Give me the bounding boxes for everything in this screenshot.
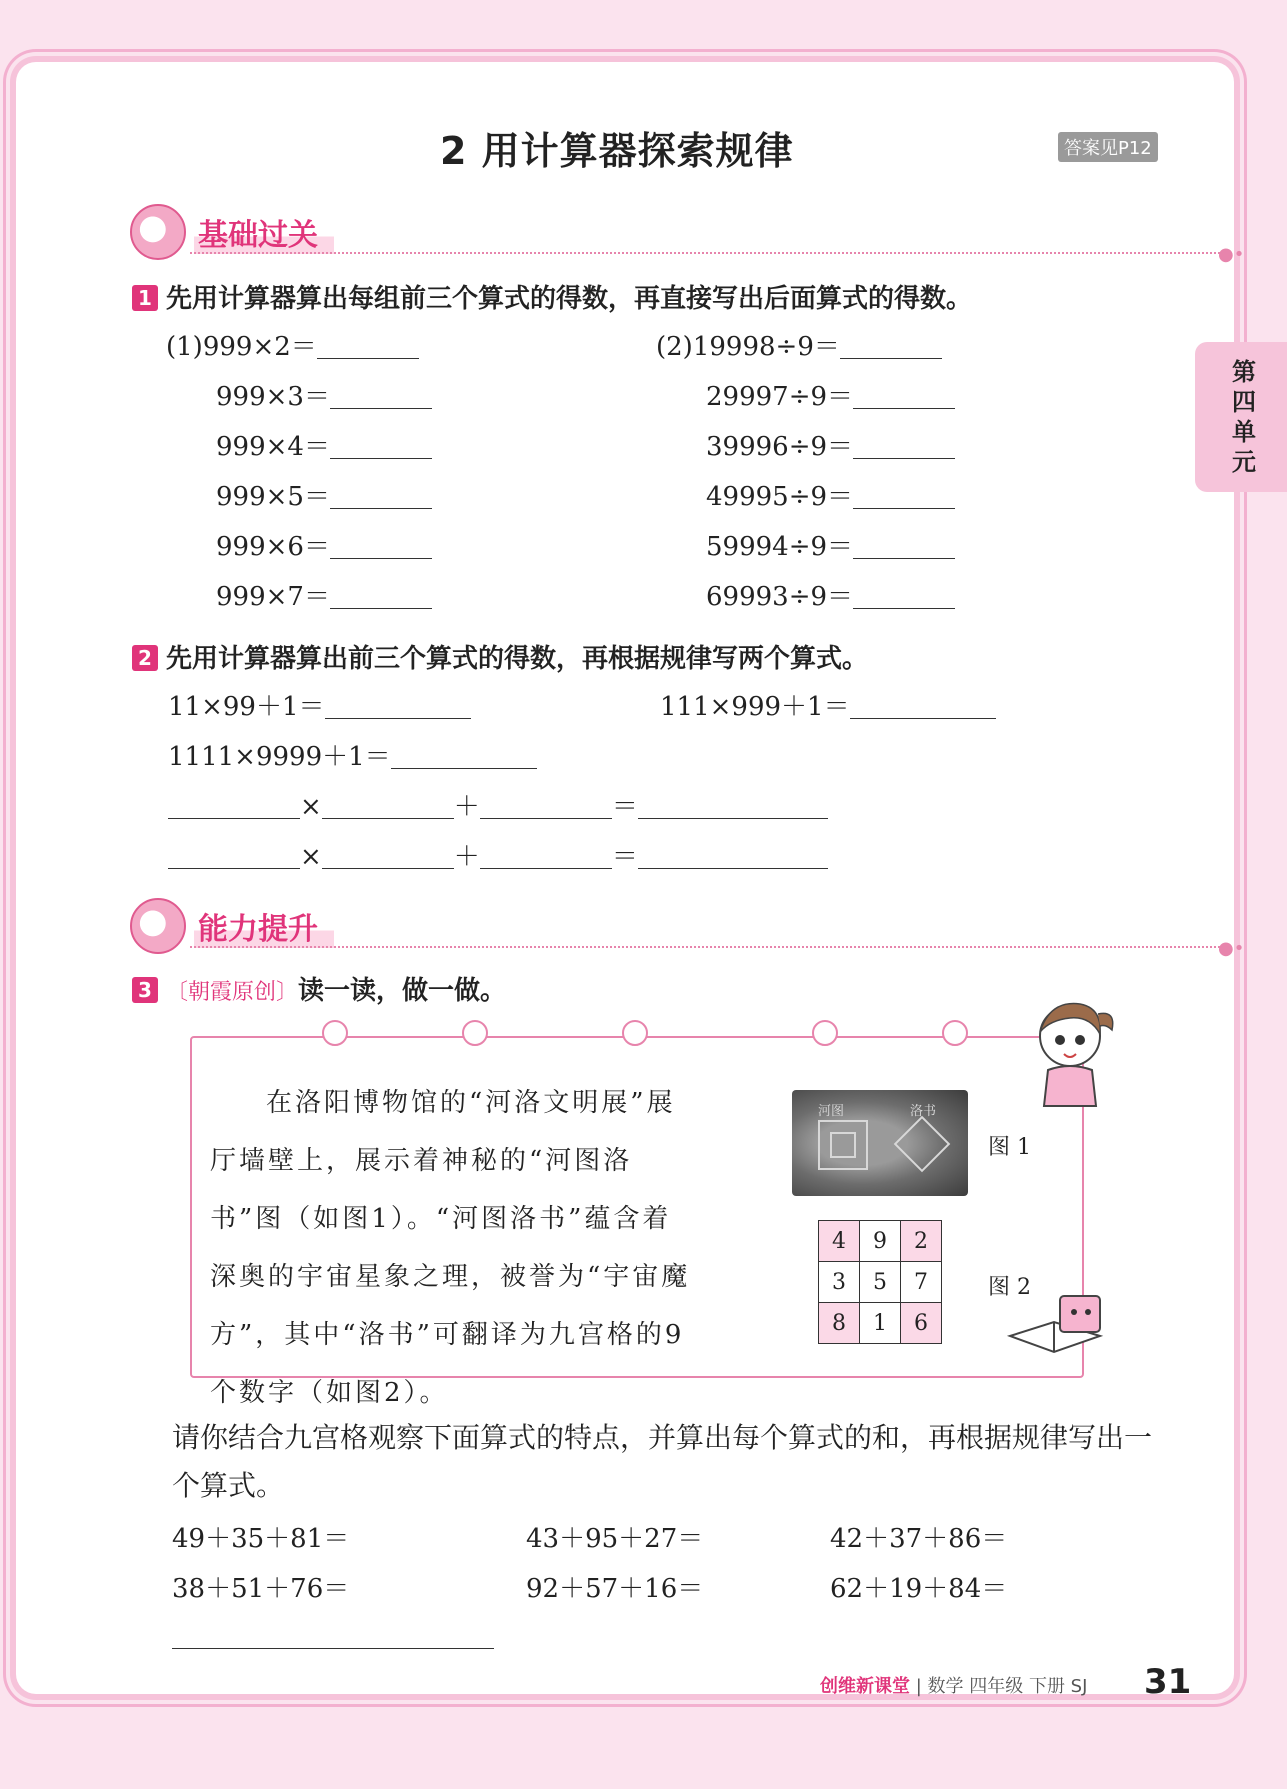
photo-caption: 洛书 (910, 1104, 937, 1119)
open-book-icon (1002, 1292, 1112, 1362)
equation: (2)19998÷9＝ (656, 332, 840, 362)
question-number: 1 (132, 285, 158, 311)
answer-blank[interactable] (330, 582, 432, 609)
original-tag: 〔朝霞原创〕 (166, 980, 299, 1005)
grid-cell: 8 (819, 1303, 860, 1344)
q1-row (656, 426, 955, 476)
answer-blank[interactable] (168, 792, 300, 819)
answer-blank[interactable] (840, 332, 942, 359)
answer-blank[interactable] (850, 692, 996, 719)
grid-cell: 7 (901, 1262, 942, 1303)
grid-cell: 5 (860, 1262, 901, 1303)
equation: 69993÷9＝ (706, 582, 854, 612)
question-2 (132, 638, 868, 675)
answer-blank[interactable] (853, 382, 955, 409)
answer-blank[interactable] (853, 482, 955, 509)
mascot-emblem-icon (130, 898, 186, 954)
operator: × (300, 792, 322, 822)
q1-row (656, 376, 955, 426)
dots-ornament-icon: ●• (1218, 938, 1245, 959)
grid-cell: 3 (819, 1262, 860, 1303)
equation: 11×99＋1＝ (168, 692, 325, 722)
grid-cell: 9 (860, 1221, 901, 1262)
operator: ＝ (611, 842, 638, 872)
q1-row (656, 576, 955, 626)
q3-instruction: 请你结合九宫格观察下面算式的特点，并算出每个算式的和，再根据规律写出一个算式。 (172, 1421, 1153, 1502)
magic-square-grid (818, 1220, 942, 1344)
answer-line[interactable] (172, 1648, 494, 1649)
footer-brand: 创维新课堂 (820, 1676, 910, 1697)
dots-ornament-icon: ●• (1218, 244, 1245, 265)
q1-row (166, 426, 432, 476)
q3-sum-4: 38＋51＋76＝ (172, 1574, 350, 1604)
page-number: 31 (1144, 1662, 1192, 1702)
question-3 (132, 970, 506, 1007)
question-number: 2 (132, 645, 158, 671)
photo-pattern (830, 1132, 856, 1158)
equation: 999×7＝ (216, 582, 330, 612)
q1-row (166, 326, 432, 376)
q3-sum-2: 43＋95＋27＝ (526, 1524, 704, 1554)
ring-hook-icon (942, 1020, 968, 1046)
ring-hook-icon (322, 1020, 348, 1046)
q1-row (656, 526, 955, 576)
q2-equation-1 (168, 686, 471, 723)
unit-tab-char: 第 (1232, 358, 1256, 386)
grid-cell: 6 (901, 1303, 942, 1344)
operator: × (300, 842, 322, 872)
q3-sum-5: 92＋57＋16＝ (526, 1574, 704, 1604)
answer-blank[interactable] (853, 432, 955, 459)
equation: (1)999×2＝ (166, 332, 317, 362)
equation: 49995÷9＝ (706, 482, 854, 512)
answer-blank[interactable] (853, 582, 955, 609)
q3-sum-1: 49＋35＋81＝ (172, 1524, 350, 1554)
answer-blank[interactable] (480, 842, 612, 869)
q3-sum-3: 42＋37＋86＝ (830, 1524, 1008, 1554)
equation: 111×999＋1＝ (660, 692, 850, 722)
equation: 999×3＝ (216, 382, 330, 412)
photo-pattern (894, 1116, 951, 1173)
equation: 999×6＝ (216, 532, 330, 562)
answer-blank[interactable] (322, 792, 454, 819)
answer-blank[interactable] (330, 382, 432, 409)
q1-row (166, 526, 432, 576)
answer-blank[interactable] (322, 842, 454, 869)
answer-blank[interactable] (330, 532, 432, 559)
equation: 999×5＝ (216, 482, 330, 512)
q1-row (166, 476, 432, 526)
answer-blank[interactable] (325, 692, 471, 719)
dotted-divider (190, 252, 1220, 254)
mascot-emblem-icon (130, 204, 186, 260)
answer-blank[interactable] (638, 842, 828, 869)
operator: ＋ (453, 842, 480, 872)
q2-equation-3 (168, 736, 537, 773)
grid-cell: 4 (819, 1221, 860, 1262)
unit-tab-char: 元 (1232, 448, 1256, 476)
unit-tab-char: 单 (1232, 418, 1256, 446)
reading-card (190, 1036, 1084, 1408)
answer-blank[interactable] (391, 742, 537, 769)
q1-group-1 (166, 326, 432, 626)
answer-blank[interactable] (638, 792, 828, 819)
section-basic (130, 204, 1245, 265)
q1-row (656, 476, 955, 526)
operator: ＝ (611, 792, 638, 822)
answer-blank[interactable] (480, 792, 612, 819)
grid-cell: 1 (860, 1303, 901, 1344)
unit-tab-char: 四 (1232, 388, 1256, 416)
unit-tab[interactable] (1195, 342, 1287, 492)
answer-reference-badge: 答案见P12 (1058, 132, 1158, 162)
lesson-title: 2 用计算器探索规律 (440, 129, 794, 173)
q1-row (656, 326, 955, 376)
question-3-text: 读一读，做一做。 (298, 976, 507, 1006)
question-1-text: 先用计算器算出每组前三个算式的得数，再直接写出后面算式的得数。 (166, 284, 973, 314)
equation: 999×4＝ (216, 432, 330, 462)
answer-blank[interactable] (317, 332, 419, 359)
section-advanced (130, 898, 1245, 959)
q1-row (166, 376, 432, 426)
answer-blank[interactable] (853, 532, 955, 559)
ring-hook-icon (462, 1020, 488, 1046)
figure-1-label: 图 1 (988, 1135, 1031, 1160)
answer-blank[interactable] (330, 432, 432, 459)
equation: 1111×9999＋1＝ (168, 742, 391, 772)
figure-2-label: 图 2 (988, 1275, 1031, 1300)
photo-caption: 河图 (818, 1104, 845, 1119)
ring-hook-icon (622, 1020, 648, 1046)
footer-info: | 数学 四年级 下册 SJ (915, 1676, 1088, 1697)
equation: 59994÷9＝ (706, 532, 854, 562)
q3-sum-6: 62＋19＋84＝ (830, 1574, 1008, 1604)
question-2-text: 先用计算器算出前三个算式的得数，再根据规律写两个算式。 (166, 644, 869, 674)
footer (820, 1672, 1087, 1698)
question-number: 3 (132, 977, 158, 1003)
q2-pattern-row-2 (168, 836, 828, 873)
girl-mascot-icon (1020, 990, 1120, 1110)
question-1 (132, 278, 972, 315)
passage-text: 在洛阳博物馆的“河洛文明展”展厅墙壁上，展示着神秘的“河图洛书”图（如图1）。“河图洛书”蕴含着深奥的宇宙星象之理，被誉为“宇宙魔方”，其中“洛书”可翻译为九宫格的9个数字（如图2）。 (210, 1088, 691, 1408)
equation: 39996÷9＝ (706, 432, 854, 462)
answer-blank[interactable] (168, 842, 300, 869)
q1-row (166, 576, 432, 626)
ring-hook-icon (812, 1020, 838, 1046)
grid-cell: 2 (901, 1221, 942, 1262)
equation: 29997÷9＝ (706, 382, 854, 412)
q2-pattern-row-1 (168, 786, 828, 823)
section-basic-label: 基础过关 (194, 210, 334, 254)
hetu-luoshu-photo (792, 1090, 968, 1196)
q1-group-2 (656, 326, 955, 626)
operator: ＋ (453, 792, 480, 822)
reading-passage (210, 1074, 700, 1422)
section-advanced-label: 能力提升 (194, 904, 334, 948)
answer-blank[interactable] (330, 482, 432, 509)
q2-equation-2 (660, 686, 996, 723)
dotted-divider (190, 946, 1220, 948)
